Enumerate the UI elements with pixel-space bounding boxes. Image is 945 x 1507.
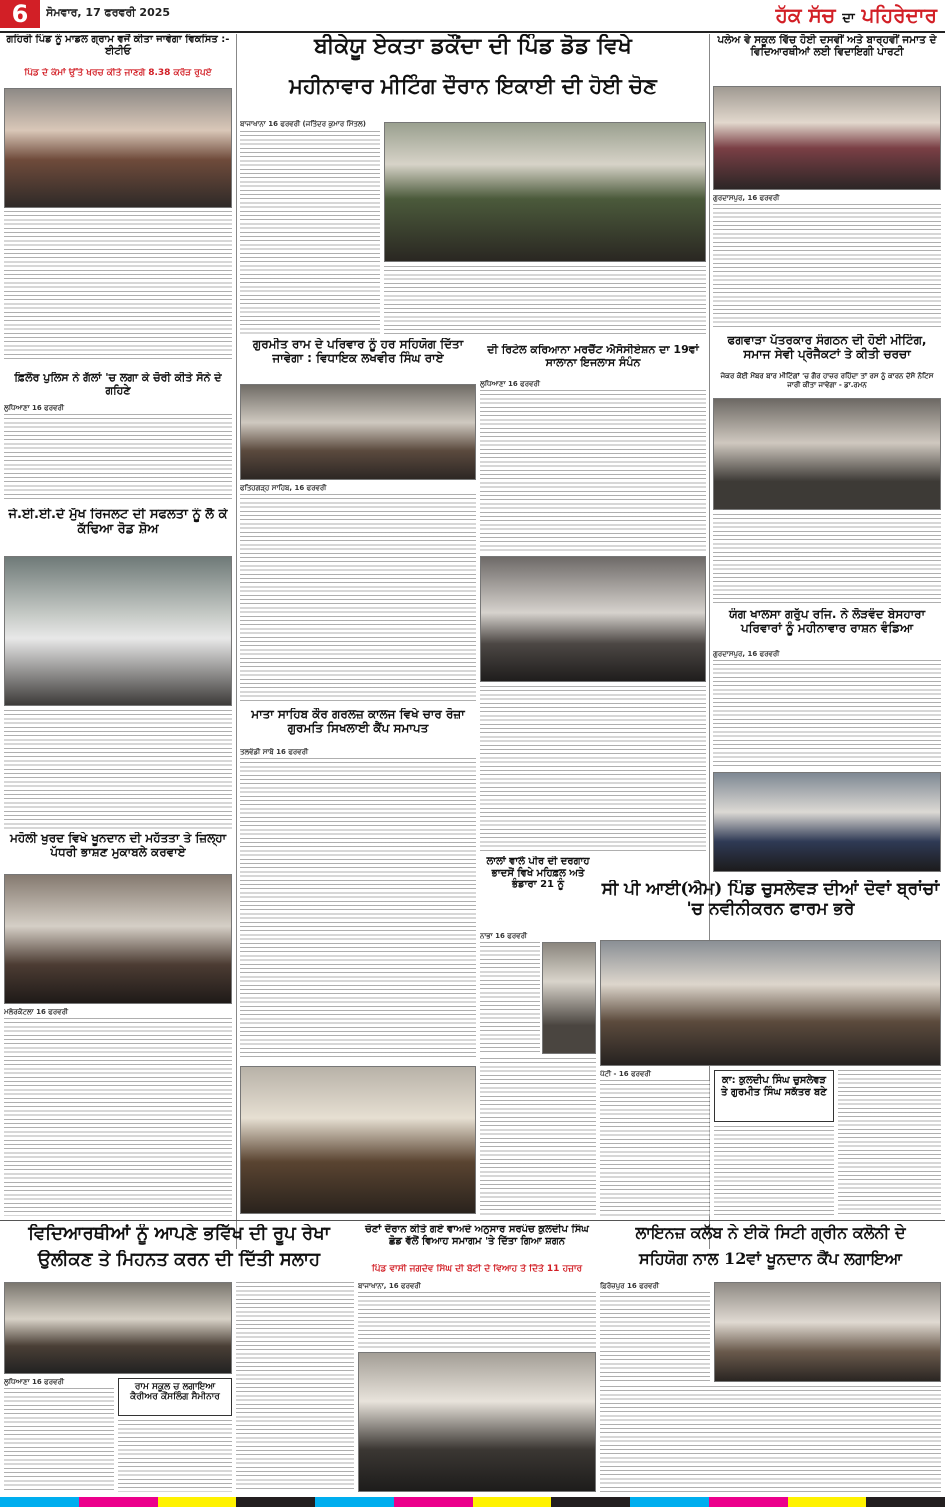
top-left-subhead: ਪਿੰਡ ਦੇ ਕੰਮਾਂ ਉੱਤੇ ਖਰਚ ਕੀਤੇ ਜਾਣਗੇ 8.38 ਕਰੋੜ ਰੁਪਏ bbox=[24, 68, 212, 78]
top-right-body bbox=[713, 204, 941, 330]
students-body-3 bbox=[236, 1282, 354, 1492]
students-headline-line2: ਉਲੀਕਣ ਤੇ ਮਿਹਨਤ ਕਰਨ ਦੀ ਦਿੱਤੀ ਸਲਾਹ bbox=[37, 1250, 321, 1270]
retail-body-2 bbox=[480, 686, 706, 852]
masthead[interactable] bbox=[688, 0, 945, 30]
main-body-wide bbox=[384, 266, 706, 336]
young-khalsa-body bbox=[713, 660, 941, 768]
lions-photo bbox=[714, 1282, 941, 1382]
jee-headline: ਜੇ.ਈ.ਈ.ਦੇ ਮੁੱਖ ਰਿਜਲਟ ਦੀ ਸਫਲਤਾ ਨੂੰ ਲੈ ਕੇ ਕੱਢਿਆ ਰੋਡ ਸ਼ੋਅ bbox=[8, 508, 228, 537]
lions-headline-line2: ਸਹਿਯੋਗ ਨਾਲ 12ਵਾਂ ਖੂਨਦਾਨ ਕੈਂਪ ਲਗਾਇਆ bbox=[639, 1250, 902, 1268]
sarpanch-dateline: ਬਾਜਾਖਾਨਾ, 16 ਫਰਵਰੀ bbox=[358, 1282, 421, 1290]
retail-headline: ਦੀ ਰਿਟੇਲ ਕਰਿਆਨਾ ਮਰਚੈਂਟ ਐਸੋਸੀਏਸ਼ਨ ਦਾ 19ਵਾਂ ਸਾਲਾਨਾ ਇਜਲਾਸ ਸੰਪੰਨ bbox=[487, 344, 699, 369]
section-rule bbox=[0, 1220, 945, 1221]
cpi-caption: ਕਾ: ਕੁਲਦੀਪ ਸਿੰਘ ਚੁਸਲੇਵੜ ਤੇ ਗੁਰਮੀਤ ਸਿੰਘ ਸਕੱਤਰ ਬਣੇ bbox=[714, 1070, 834, 1122]
gurmeet-dateline: ਫਤਿਹਗੜ੍ਹ ਸਾਹਿਬ, 16 ਫਰਵਰੀ bbox=[240, 484, 327, 492]
cpi-dateline: ਪੱਟੀ - 16 ਫਰਵਰੀ bbox=[600, 1070, 651, 1078]
mata-dateline: ਤਲਵੰਡੀ ਸਾਬੋ 16 ਫਰਵਰੀ bbox=[240, 748, 309, 756]
cpi-headline: ਸੀ ਪੀ ਆਈ(ਐਮ) ਪਿੰਡ ਚੁਸਲੇਵੜ ਦੀਆਂ ਦੋਵਾਂ ਬ੍ਰਾਂਚਾਂ 'ਚ ਨਵੀਨੀਕਰਨ ਫਾਰਮ ਭਰੇ bbox=[601, 880, 940, 919]
top-right-headline: ਪਲੇਅ ਵੇ ਸਕੂਲ ਵਿੱਚ ਹੋਈ ਦਸਵੀਂ ਅਤੇ ਬਾਰ੍ਹਵੀਂ ਜਮਾਤ ਦੇ ਵਿਦਿਆਰਥੀਆਂ ਲਈ ਵਿਦਾਇਗੀ ਪਾਰਟੀ bbox=[717, 34, 937, 59]
jee-photo bbox=[4, 556, 232, 706]
students-body-1 bbox=[4, 1388, 114, 1492]
masthead-mid: ਦਾ bbox=[842, 11, 855, 26]
top-left-photo bbox=[4, 88, 232, 208]
lalan-body bbox=[480, 942, 540, 1054]
cpi-body-mid bbox=[714, 1126, 834, 1216]
lalan-headline: ਲਾਲਾਂ ਵਾਲੇ ਪੀਰ ਦੀ ਦਰਗਾਹ ਭਾਦਸੋਂ ਵਿਖੇ ਮਹਿਫ਼ਲ ਅਤੇ ਭੰਡਾਰਾ 21 ਨੂੰ bbox=[486, 856, 590, 890]
sarpanch-photo bbox=[358, 1352, 596, 1492]
mata-body bbox=[240, 758, 476, 1058]
sarpanch-body bbox=[358, 1292, 596, 1348]
phillaur-body bbox=[4, 414, 232, 502]
moholi-headline: ਮਹੋਲੀ ਖੁਰਦ ਵਿਖੇ ਖੂਨਦਾਨ ਦੀ ਮਹੱਤਤਾ ਤੇ ਜ਼ਿਲ੍ਹਾ ਪੱਧਰੀ ਭਾਸ਼ਣ ਮੁਕਾਬਲੇ ਕਰਵਾਏ bbox=[9, 832, 227, 859]
column-divider bbox=[709, 34, 710, 1249]
students-photo bbox=[4, 1282, 232, 1374]
main-headline-line2: ਮਹੀਨਾਵਾਰ ਮੀਟਿੰਗ ਦੌਰਾਨ ਇਕਾਈ ਦੀ ਹੋਈ ਚੋਣ bbox=[289, 74, 657, 98]
lalan-dateline: ਨਾਭਾ 16 ਫਰਵਰੀ bbox=[480, 932, 528, 940]
young-khalsa-photo bbox=[713, 772, 941, 872]
moholi-photo bbox=[4, 874, 232, 1004]
mata-photo bbox=[240, 1066, 476, 1214]
cpi-photo bbox=[600, 940, 941, 1066]
top-left-headline: ਗਹਿਰੀ ਪਿੰਡ ਨੂੰ ਮਾਡਲ ਗ੍ਰਾਮ ਵਜੋਂ ਕੀਤਾ ਜਾਵੇਗਾ ਵਿਕਸਿਤ :- ਈਟੀਓ bbox=[6, 34, 230, 57]
lions-body-2 bbox=[600, 1386, 941, 1492]
main-dateline: ਬਾਜਾਖਾਨਾ 16 ਫਰਵਰੀ (ਜਤਿੰਦਰ ਕੁਮਾਰ ਮਿੱਤਲ) bbox=[240, 120, 366, 128]
cmyk-strip bbox=[0, 1497, 945, 1507]
phagwara-headline: ਫਗਵਾੜਾ ਪੱਤਰਕਾਰ ਸੰਗਠਨ ਦੀ ਹੋਈ ਮੀਟਿੰਗ, ਸਮਾਜ ਸੇਵੀ ਪ੍ਰੋਜੈਕਟਾਂ ਤੇ ਕੀਤੀ ਚਰਚਾ bbox=[727, 334, 927, 361]
moholi-dateline: ਮਲੇਰਕੋਟਲਾ 16 ਫਰਵਰੀ bbox=[4, 1008, 69, 1016]
gurmeet-photo bbox=[240, 384, 476, 480]
young-khalsa-dateline: ਗੁਰਦਾਸਪੁਰ, 16 ਫਰਵਰੀ bbox=[713, 650, 780, 658]
lions-headline-line1: ਲਾਇਨਜ਼ ਕਲੱਬ ਨੇ ਈਕੋ ਸਿਟੀ ਗ੍ਰੀਨ ਕਲੋਨੀ ਦੇ bbox=[635, 1224, 906, 1242]
issue-date: ਸੋਮਵਾਰ, 17 ਫਰਵਰੀ 2025 bbox=[46, 6, 171, 19]
page-number: 6 bbox=[0, 0, 40, 28]
cpi-body-right bbox=[838, 1070, 941, 1216]
gurmeet-body bbox=[240, 494, 476, 704]
lalan-photo bbox=[542, 942, 596, 1054]
main-body-column bbox=[240, 131, 380, 336]
phillaur-headline: ਫ਼ਿਲੌਰ ਪੁਲਿਸ ਨੇ ਗੱਲਾਂ 'ਚ ਲਗਾ ਕੇ ਚੋਰੀ ਕੀਤੇ ਸੋਨੇ ਦੇ ਗਹਿਣੇ bbox=[14, 372, 222, 397]
students-subhead: ਰਾਮ ਸਕੂਲ ਚ ਲਗਾਇਆ ਕੈਰੀਅਰ ਕੌਂਸਲਿੰਗ ਸੈਮੀਨਾਰ bbox=[118, 1378, 232, 1416]
moholi-body bbox=[4, 1018, 232, 1216]
lions-dateline: ਫ਼ਿਰੋਜ਼ਪੁਰ 16 ਫਰਵਰੀ bbox=[600, 1282, 659, 1290]
gurmeet-headline: ਗੁਰਮੀਤ ਰਾਮ ਦੇ ਪਰਿਵਾਰ ਨੂੰ ਹਰ ਸਹਿਯੋਗ ਦਿੱਤਾ ਜਾਵੇਗਾ : ਵਿਧਾਇਕ ਲਖਵੀਰ ਸਿੰਘ ਰਾਏ bbox=[252, 338, 464, 365]
main-photo bbox=[384, 122, 706, 262]
top-right-dateline: ਗੁਰਦਾਸਪੁਰ, 16 ਫਰਵਰੀ bbox=[713, 194, 780, 202]
sarpanch-headline: ਚੋਣਾਂ ਦੌਰਾਨ ਕੀਤੇ ਗਏ ਵਾਅਦੇ ਅਨੁਸਾਰ ਸਰਪੰਚ ਕੁਲਦੀਪ ਸਿੰਘ ਛੋਡ ਵੱਲੋਂ ਵਿਆਹ ਸਮਾਗਮ 'ਤੇ ਦਿੱਤਾ ਗਿਆ ਸ਼ਗਨ bbox=[365, 1224, 589, 1247]
main-headline-line1: ਬੀਕੇਯੂ ਏਕਤਾ ਡਕੌਂਦਾ ਦੀ ਪਿੰਡ ਡੋਡ ਵਿਖੇ bbox=[314, 34, 632, 59]
phillaur-dateline: ਲੁਧਿਆਣਾ 16 ਫਰਵਰੀ bbox=[4, 404, 64, 412]
retail-dateline: ਲੁਧਿਆਣਾ 16 ਫਰਵਰੀ bbox=[480, 380, 540, 388]
phagwara-subhead: ਜੇਕਰ ਕੋਈ ਮੈਂਬਰ ਬਾਰ ਮੀਟਿੰਗਾਂ 'ਚ ਗੈਰ ਹਾਜ਼ਰ ਰਹਿੰਦਾ ਤਾਂ ਰਸ ਨੂੰ ਕਾਰਨ ਦੱਸੋ ਨੋਟਿਸ ਜਾਰੀ ਕੀਤਾ ਜਾਵੇਗਾ - ਡਾ.ਰਮਨ bbox=[720, 372, 934, 389]
mata-headline: ਮਾਤਾ ਸਾਹਿਬ ਕੌਰ ਗਰਲਜ਼ ਕਾਲਜ ਵਿਖੇ ਚਾਰ ਰੋਜ਼ਾ ਗੁਰਮਤਿ ਸਿਖਲਾਈ ਕੈਂਪ ਸਮਾਪਤ bbox=[251, 708, 465, 735]
students-headline-line1: ਵਿਦਿਆਰਥੀਆਂ ਨੂੰ ਆਪਣੇ ਭਵਿੱਖ ਦੀ ਰੂਪ ਰੇਖਾ bbox=[28, 1224, 330, 1244]
jee-body bbox=[4, 710, 232, 830]
phagwara-photo bbox=[713, 398, 941, 510]
phagwara-body bbox=[713, 514, 941, 604]
masthead-right: ਪਹਿਰੇਦਾਰ bbox=[861, 3, 937, 27]
retail-body bbox=[480, 390, 706, 552]
students-dateline: ਲੁਧਿਆਣਾ 16 ਫਰਵਰੀ bbox=[4, 1378, 64, 1386]
students-body-2 bbox=[118, 1420, 232, 1492]
top-left-body bbox=[4, 211, 232, 361]
lions-body-1 bbox=[600, 1292, 710, 1382]
cpi-body-left bbox=[600, 1080, 710, 1216]
masthead-left: ਹੱਕ ਸੱਚ bbox=[775, 3, 836, 27]
sarpanch-subhead: ਪਿੰਡ ਵਾਸੀ ਜਗਦੇਵ ਸਿੰਘ ਦੀ ਬੇਟੀ ਦੇ ਵਿਆਹ ਤੇ ਦਿੱਤੇ 11 ਹਜ਼ਾਰ bbox=[371, 1264, 583, 1274]
lalan-body-2 bbox=[480, 1058, 596, 1216]
header-rule bbox=[0, 31, 945, 33]
retail-photo bbox=[480, 556, 706, 682]
top-right-photo bbox=[713, 86, 941, 190]
young-khalsa-headline: ਯੰਗ ਖਾਲਸਾ ਗਰੁੱਪ ਰਜਿ. ਨੇ ਲੋੜਵੰਦ ਬੇਸਹਾਰਾ ਪਰਿਵਾਰਾਂ ਨੂੰ ਮਹੀਨਾਵਾਰ ਰਾਸ਼ਨ ਵੰਡਿਆ bbox=[728, 608, 926, 635]
column-divider bbox=[236, 34, 237, 1249]
